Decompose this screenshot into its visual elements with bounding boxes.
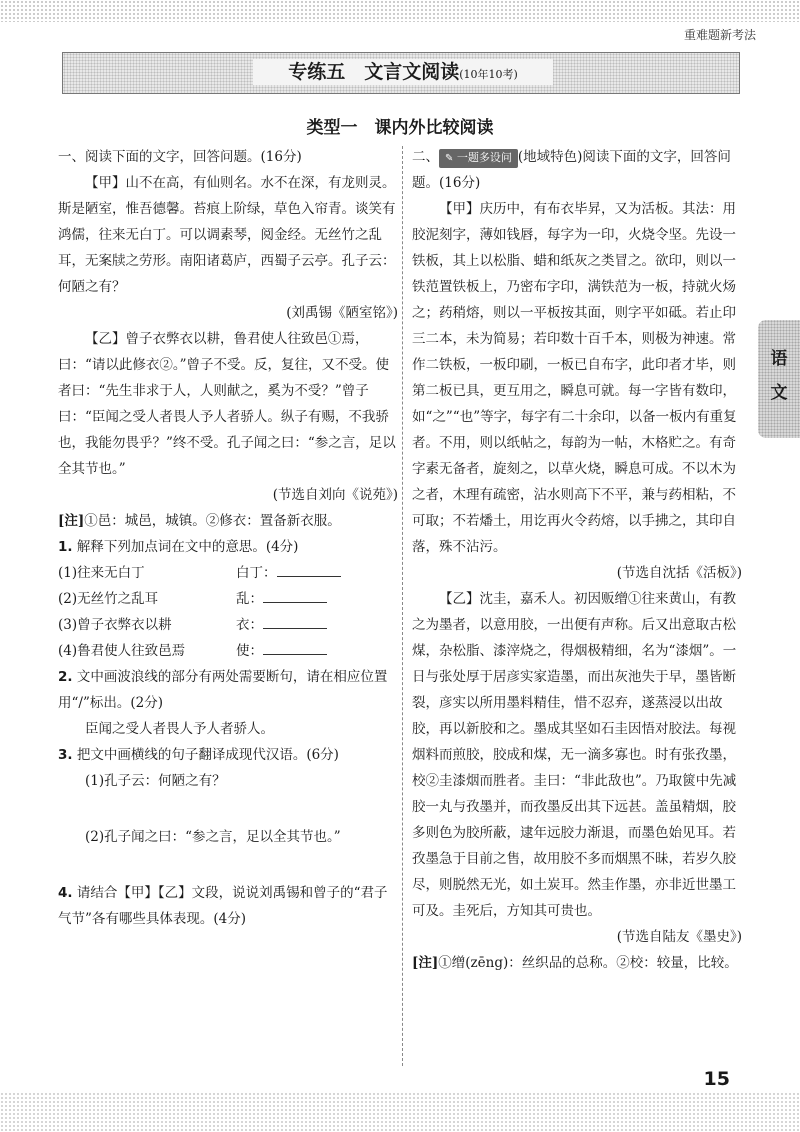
q1-item-phrase: (1)往来无白丁 (58, 565, 145, 581)
question-2-number: 2. (58, 669, 73, 685)
question-2 (58, 664, 398, 716)
q1-item-word: 白丁： (236, 565, 277, 581)
passage-yi-source: (节选自陆友《墨史》) (616, 929, 742, 945)
question-two-text: (地域特色)阅读下面的文字，回答问题。(16分) (412, 149, 731, 191)
subject-label (766, 342, 792, 410)
passage-yi-source: (节选自刘向《说苑》) (272, 487, 398, 503)
subject-char: 文 (770, 383, 788, 403)
section-title: 类型一 课内外比较阅读 (306, 118, 494, 138)
question-one-intro: 一、阅读下面的文字，回答问题。(16分) (58, 149, 302, 165)
multi-question-tag (439, 149, 518, 168)
q1-item (58, 586, 398, 612)
q1-item-phrase: (4)鲁君使人往致邑焉 (58, 643, 186, 659)
note-label: [注] (412, 955, 439, 971)
passage-jia: 【甲】庆历中，有布衣毕昇，又为活板。其法：用胶泥刻字，薄如钱唇，每字为一印，火烧令坚。先设一铁板，其上以松脂、蜡和纸灰之类冒之。欲印，则以一铁范置铁板上，乃密布字印，满铁范为一板，持就火炀之；药稍熔，则以一平板按其面，则字平如砥。若止印三二本，未为简易；若印数十百千本，则极为神速。常作二铁板，一板印刷，一板已自布字，此印者才毕，则第二板已具，更互用之，瞬息可就。每一字皆有数印，如“之”“也”等字，每字有二十余印，以备一板内有重复者。不用，则以纸帖之，每韵为一帖，木格贮之。有奇字素无备者，旋刻之，以草火烧，瞬息可成。不以木为之者，木理有疏密，沾水则高下不平，兼与药相粘，不可取；不若燔土，用讫再火令药熔，以手拂之，其印自落，殊不沾污。 (412, 201, 737, 555)
question-1 (58, 534, 398, 560)
column-divider (402, 146, 403, 1066)
question-2-text: 文中画波浪线的部分有两处需要断句，请在相应位置用“/”标出。(2分) (58, 669, 388, 711)
question-1-text: 解释下列加点词在文中的意思。(4分) (76, 539, 299, 555)
page-number: 15 (703, 1068, 730, 1090)
answer-blank[interactable] (263, 638, 327, 655)
title-plate (253, 59, 553, 85)
running-head: 重难题新考法 (683, 28, 756, 42)
question-2-sentence: 臣闻之受人者畏人予人者骄人。 (85, 721, 274, 737)
question-3-text: 把文中画横线的句子翻译成现代汉语。(6分) (76, 747, 339, 763)
bottom-texture (0, 1092, 800, 1132)
answer-blank[interactable] (277, 560, 341, 577)
page-title: 专练五 文言文阅读 (288, 61, 460, 83)
note (412, 950, 742, 976)
q1-item (58, 612, 398, 638)
question-3 (58, 742, 398, 768)
question-4-text: 请结合【甲】【乙】文段，说说刘禹锡和曾子的“君子气节”各有哪些具体表现。(4分) (58, 885, 388, 927)
q1-item-phrase: (3)曾子衣弊衣以耕 (58, 617, 172, 633)
left-column (58, 144, 398, 932)
q1-item-word: 乱： (236, 591, 263, 607)
note-label: [注] (58, 513, 85, 529)
subject-char: 语 (770, 349, 788, 369)
title-band (62, 52, 740, 94)
note-text: ①邑：城邑，城镇。②修衣：置备新衣服。 (84, 513, 341, 529)
passage-jia: 【甲】山不在高，有仙则名。水不在深，有龙则灵。斯是陋室，惟吾德馨。苔痕上阶绿，草色入帘青。谈笑有鸿儒，往来无白丁。可以调素琴，阅金经。无丝竹之乱耳，无案牍之劳形。南阳诸葛庐，西蜀子云亭。孔子云：何陋之有？ (58, 175, 396, 295)
q1-item (58, 638, 398, 664)
answer-blank[interactable] (263, 612, 327, 629)
question-4-number: 4. (58, 885, 73, 901)
passage-jia-source: (刘禹锡《陋室铭》) (286, 305, 398, 321)
answer-space[interactable] (58, 850, 398, 880)
note (58, 508, 398, 534)
question-1-number: 1. (58, 539, 73, 555)
tag-label: 一题多设问 (456, 151, 512, 164)
passage-yi: 【乙】沈圭，嘉禾人。初因贩缯①往来黄山，有教之为墨者，以意用胶，一出便有声称。后又出意取古松煤，杂松脂、漆滓烧之，得烟极精细，名为“漆烟”。一日与张处厚于居彦实家造墨，而出灰池失于早，墨皆断裂，彦实以所用墨料精佳，惜不忍弃，遂蒸浸以出故胶，再以新胶和之。墨成其坚如石圭因悟对胶法。每视烟料而煎胶，胶成和煤，无一滴多寡也。时有张孜墨，校②圭漆烟而胜者。圭曰：“非此敌也”。乃取篋中先减胶一丸与孜墨并，而孜墨反出其下远甚。盖虽精烟，胶多则色为胶所蔽，逮年远胶力渐退，而墨色始见耳。若孜墨急于目前之售，故用胶不多而烟黑不昧，若岁久胶尽，则脱然无光，如土炭耳。然圭作墨，亦非近世墨工可及。圭死后，方知其可贵也。 (412, 591, 737, 919)
subject-side-tab (758, 320, 800, 438)
question-3-item: (1)孔子云：何陋之有？ (85, 773, 226, 789)
note-text: ①缯(zēng)：丝织品的总称。②校：较量，比较。 (438, 955, 738, 971)
pencil-icon: ✎ (445, 153, 454, 164)
question-two-intro (412, 144, 742, 196)
question-4 (58, 880, 398, 932)
passage-yi: 【乙】曾子衣弊衣以耕，鲁君使人往致邑①焉，曰：“请以此修衣②。”曾子不受。反，复往，又不受。使者曰：“先生非求于人，人则献之，奚为不受？”曾子曰：“臣闻之受人者畏人予人者骄人。纵子有赐，不我骄也，我能勿畏乎？”终不受。孔子闻之曰：“参之言，足以全其节也。” (58, 331, 396, 477)
top-texture (0, 0, 800, 22)
question-3-item: (2)孔子闻之曰：“参之言，足以全其节也。” (85, 829, 341, 845)
right-column (412, 144, 742, 976)
passage-jia-source: (节选自沈括《活板》) (616, 565, 742, 581)
q1-item-word: 使： (236, 643, 263, 659)
page-subtitle: (10年10考) (459, 68, 518, 81)
q1-item-word: 衣： (236, 617, 263, 633)
answer-space[interactable] (58, 794, 398, 824)
question-two-prefix: 二、 (412, 149, 439, 165)
question-3-number: 3. (58, 747, 73, 763)
q1-item (58, 560, 398, 586)
q1-item-phrase: (2)无丝竹之乱耳 (58, 591, 159, 607)
answer-blank[interactable] (263, 586, 327, 603)
